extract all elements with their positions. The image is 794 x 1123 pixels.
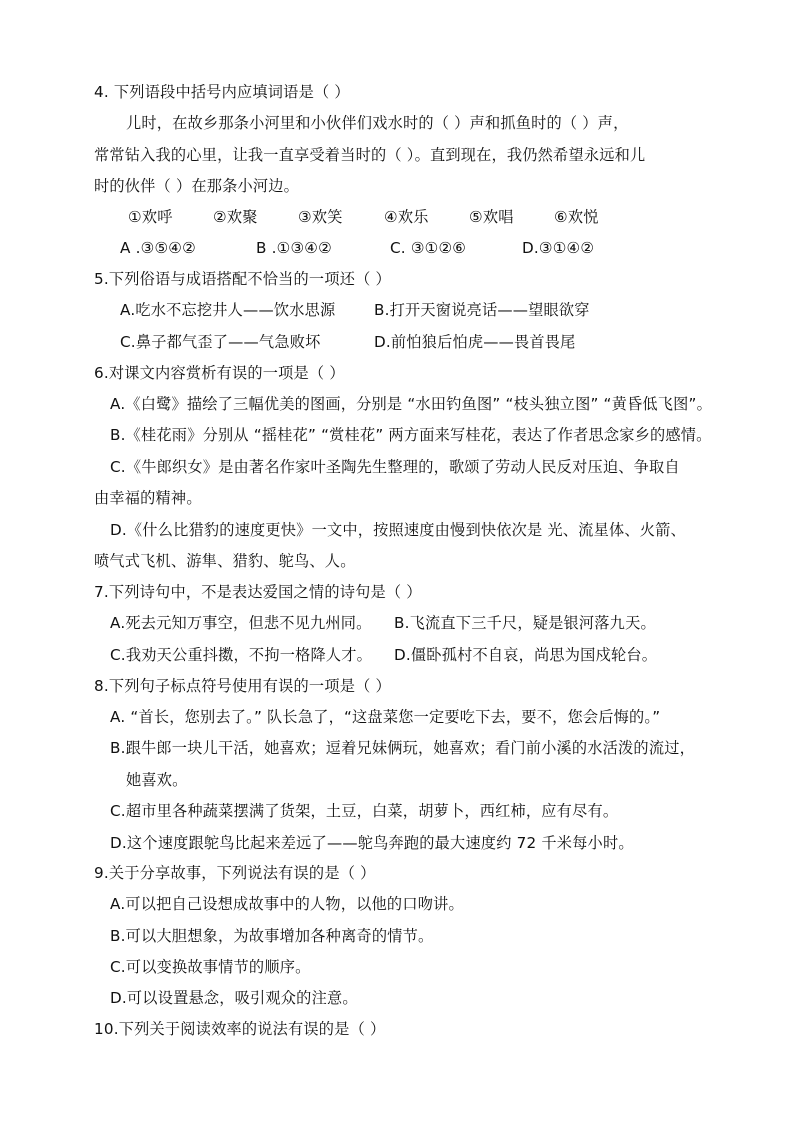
- option-d: D.③①④②: [522, 239, 595, 257]
- question-6-option-b: B.《桂花雨》分别从 “摇桂花” “赏桂花” 两方面来写桂花，表达了作者思念家乡的感情。: [110, 426, 712, 444]
- question-6-option-d-cont: 喷气式飞机、游隼、猎豹、鸵鸟、人。: [94, 552, 356, 570]
- option-a: A.吃水不忘挖井人——饮水思源: [120, 301, 336, 319]
- option-a: A.死去元知万事空，但悲不见九州同。: [110, 614, 372, 632]
- question-10-stem: 10.下列关于阅读效率的说法有误的是（ ）: [94, 1020, 386, 1038]
- word-choice: ④欢乐: [384, 208, 429, 226]
- question-5-options-row-2: [0, 332, 794, 352]
- question-6-option-d: D.《什么比猎豹的速度更快》一文中，按照速度由慢到快依次是 光、流星体、火箭、: [110, 521, 686, 539]
- question-6-stem: 6.对课文内容赏析有误的一项是（ ）: [94, 364, 345, 382]
- option-b: B.飞流直下三千尺，疑是银河落九天。: [394, 614, 656, 632]
- question-7-options-row-2: [0, 645, 794, 665]
- option-b: B.打开天窗说亮话——望眼欲穿: [374, 301, 590, 319]
- question-7-options-row-1: [0, 613, 794, 633]
- question-4-options: [0, 238, 794, 258]
- question-8-option-d: D.这个速度跟鸵鸟比起来差远了——鸵鸟奔跑的最大速度约 72 千米每小时。: [110, 834, 634, 852]
- question-8-option-a: A. “首长，您别去了。” 队长急了，“这盘菜您一定要吃下去，要不，您会后悔的。”: [110, 708, 661, 726]
- question-8-stem: 8.下列句子标点符号使用有误的一项是（ ）: [94, 677, 391, 695]
- question-4-word-choices: [0, 207, 794, 227]
- question-9-option-a: A.可以把自己设想成故事中的人物，以他的口吻讲。: [110, 895, 464, 913]
- option-b: B .①③④②: [256, 239, 332, 257]
- question-6-option-c-cont: 由幸福的精神。: [94, 489, 202, 507]
- question-6-option-a: A.《白鹭》描绘了三幅优美的图画，分别是 “水田钓鱼图” “枝头独立图” “黄昏低飞图”。: [110, 395, 713, 413]
- question-6-option-c: C.《牛郎织女》是由著名作家叶圣陶先生整理的，歌颂了劳动人民反对压迫、争取自: [110, 458, 680, 476]
- word-choice: ⑥欢悦: [554, 208, 599, 226]
- word-choice: ③欢笑: [298, 208, 343, 226]
- option-a: A .③⑤④②: [120, 239, 196, 257]
- question-8-option-b-cont: 她喜欢。: [126, 771, 188, 789]
- question-9-stem: 9.关于分享故事，下列说法有误的是（ ）: [94, 864, 376, 882]
- option-c: C.鼻子都气歪了——气急败坏: [120, 333, 321, 351]
- word-choice: ⑤欢唱: [469, 208, 514, 226]
- question-4-passage-line-1: 儿时，在故乡那条小河里和小伙伴们戏水时的（ ）声和抓鱼时的（ ）声，: [126, 114, 629, 132]
- question-8-option-c: C.超市里各种蔬菜摆满了货架，土豆，白菜，胡萝卜，西红柿，应有尽有。: [110, 802, 619, 820]
- question-5-stem: 5.下列俗语与成语搭配不恰当的一项还（ ）: [94, 270, 391, 288]
- question-4-passage-line-3: 时的伙伴（ ）在那条小河边。: [94, 177, 300, 195]
- question-8-option-b: B.跟牛郎一块儿干活，她喜欢；逗着兄妹俩玩，她喜欢；看门前小溪的水活泼的流过，: [110, 739, 695, 757]
- option-c: C. ③①②⑥: [390, 239, 467, 257]
- option-c: C.我劝天公重抖擞，不拘一格降人才。: [110, 646, 373, 664]
- question-9-option-b: B.可以大胆想象，为故事增加各种离奇的情节。: [110, 927, 434, 945]
- question-9-option-c: C.可以变换故事情节的顺序。: [110, 958, 311, 976]
- question-9-option-d: D.可以设置悬念，吸引观众的注意。: [110, 989, 358, 1007]
- question-7-stem: 7.下列诗句中，不是表达爱国之情的诗句是（ ）: [94, 583, 422, 601]
- option-d: D.前怕狼后怕虎——畏首畏尾: [374, 333, 576, 351]
- question-4-passage-line-2: 常常钻入我的心里，让我一直享受着当时的（ ）。直到现在，我仍然希望永远和儿: [94, 146, 646, 164]
- word-choice: ②欢聚: [213, 208, 258, 226]
- word-choice: ①欢呼: [128, 208, 173, 226]
- option-d: D.僵卧孤村不自哀，尚思为国戍轮台。: [394, 646, 658, 664]
- question-5-options-row-1: [0, 300, 794, 320]
- question-4-stem: 4. 下列语段中括号内应填词语是（ ）: [94, 83, 350, 101]
